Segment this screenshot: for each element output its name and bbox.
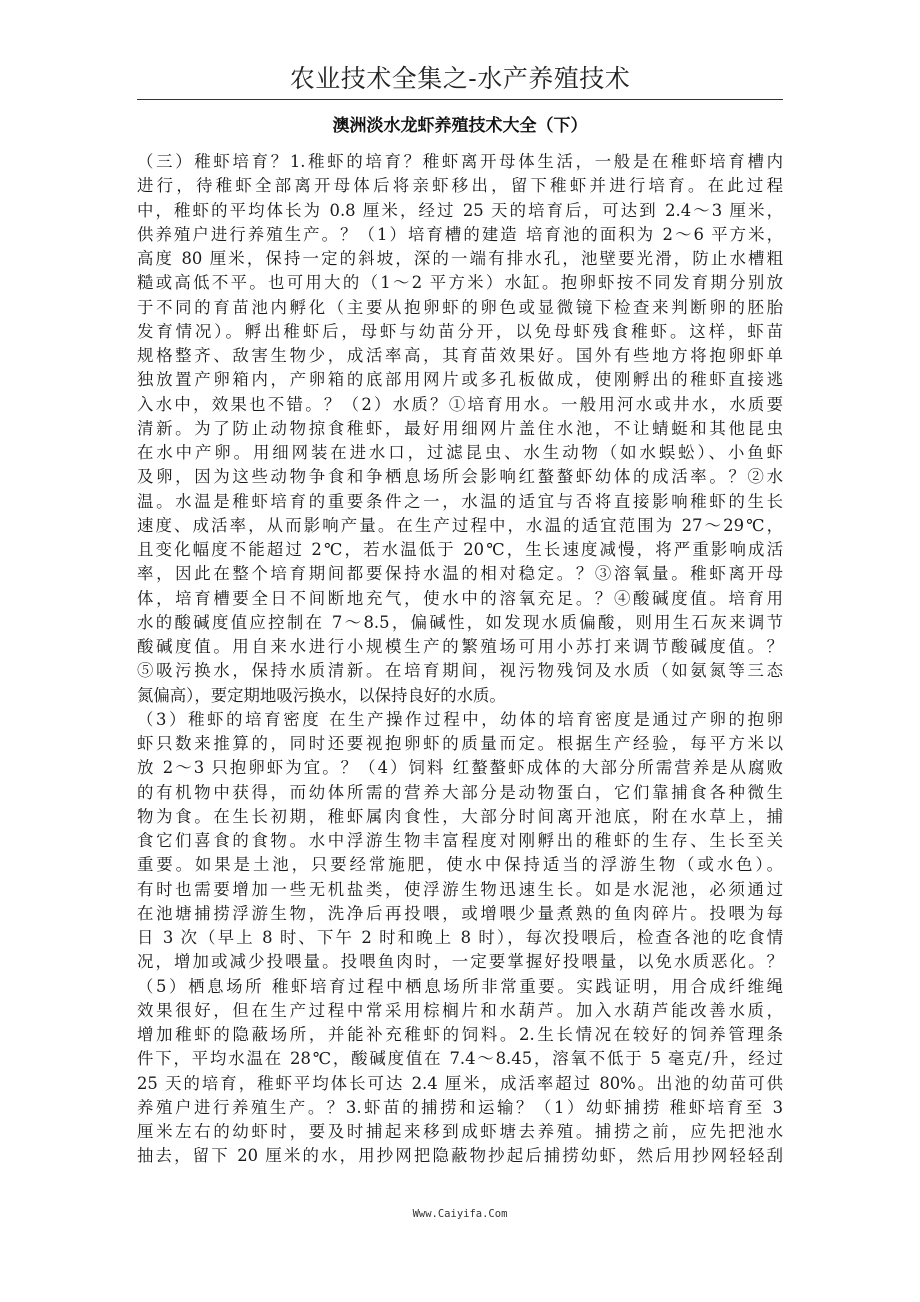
document-title: 澳洲淡水龙虾养殖技术大全（下） bbox=[332, 116, 588, 136]
body-line: 供养殖户进行养殖生产。？（1）培育槽的建造 培育池的面积为 2～6 平方米， bbox=[137, 224, 783, 244]
body-line: 独放置产卵箱内，产卵箱的底部用网片或多孔板做成，使刚孵出的稚虾直接逃 bbox=[137, 370, 783, 390]
body-line: （3）稚虾的培育密度 在生产操作过程中，幼体的培育密度是通过产卵的抱卵 bbox=[137, 709, 783, 729]
body-line: 厘米左右的幼虾时，要及时捕起来移到成虾塘去养殖。捕捞之前，应先把池水 bbox=[137, 1122, 783, 1141]
body-line: 体，培育槽要全日不间断地充气，使水中的溶氧充足。？④酸碱度值。培育用 bbox=[137, 588, 783, 608]
body-line: （5）栖息场所 稚虾培育过程中栖息场所非常重要。实践证明，用合成纤维绳 bbox=[137, 976, 783, 996]
page-header-title: 农业技术全集之-水产养殖技术 bbox=[289, 64, 631, 93]
body-line: ⑤吸污换水，保持水质清新。在培育期间，视污物残饲及水质（如氨氮等三态 bbox=[137, 661, 783, 681]
body-line: 有时也需要增加一些无机盐类，使浮游生物迅速生长。如是水泥池，必须通过 bbox=[137, 879, 783, 899]
body-line: 水的酸碱度值应控制在 7～8.5，偏碱性，如发现水质偏酸，则用生石灰来调节 bbox=[137, 612, 783, 632]
body-line: 增加稚虾的隐蔽场所，并能补充稚虾的饲料。2.生长情况在较好的饲养管理条 bbox=[137, 1025, 783, 1044]
body-line: 清新。为了防止动物掠食稚虾，最好用细网片盖住水池，不让蜻蜓和其他昆虫 bbox=[137, 418, 783, 438]
body-line: 温。水温是稚虾培育的重要条件之一，水温的适宜与否将直接影响稚虾的生长 bbox=[137, 491, 783, 511]
footer-site-link[interactable]: Www.Caiyifa.Com bbox=[412, 1208, 508, 1220]
body-line: 中，稚虾的平均体长为 0.8 厘米，经过 25 天的培育后，可达到 2.4～3 厘米， bbox=[137, 200, 783, 220]
body-line: 发育情况）。孵出稚虾后，母虾与幼苗分开，以免母虾残食稚虾。这样，虾苗 bbox=[137, 321, 783, 341]
body-line: 件下，平均水温在 28℃，酸碱度值在 7.4～8.45，溶氧不低于 5 毫克/升，经过 bbox=[137, 1049, 783, 1069]
body-line: 于不同的育苗池内孵化（主要从抱卵虾的卵色或显微镜下检查来判断卵的胚胎 bbox=[137, 297, 783, 317]
body-line: 食它们喜食的食物。水中浮游生物丰富程度对刚孵出的稚虾的生存、生长至关 bbox=[137, 831, 783, 850]
body-line: 及卵，因为这些动物争食和争栖息场所会影响红螯螯虾幼体的成活率。？②水 bbox=[137, 467, 783, 487]
body-line: 规格整齐、敌害生物少，成活率高，其育苗效果好。国外有些地方将抱卵虾单 bbox=[137, 346, 783, 365]
body-line: 在池塘捕捞浮游生物，洗净后再投喂，或增喂少量煮熟的鱼肉碎片。投喂为每 bbox=[137, 903, 783, 923]
body-line: 速度、成活率，从而影响产量。在生产过程中，水温的适宜范围为 27～29℃， bbox=[137, 515, 783, 535]
body-line: 进行，待稚虾全部离开母体后将亲虾移出，留下稚虾并进行培育。在此过程 bbox=[137, 176, 783, 196]
body-line: 的有机物中获得，而幼体所需的营养大部分是动物蛋白，它们靠捕食各种微生 bbox=[137, 782, 783, 802]
body-line: 率，因此在整个培育期间都要保持水温的相对稳定。？③溶氧量。稚虾离开母 bbox=[137, 564, 783, 584]
body-line: 养殖户进行养殖生产。？3.虾苗的捕捞和运输？（1）幼虾捕捞 稚虾培育至 3 bbox=[137, 1097, 783, 1117]
body-line: 高度 80 厘米，保持一定的斜坡，深的一端有排水孔，池壁要光滑，防止水槽粗 bbox=[137, 249, 783, 268]
body-line: 放 2～3 只抱卵虾为宜。？（4）饲料 红螯螯虾成体的大部分所需营养是从腐败 bbox=[137, 758, 783, 778]
body-line: 且变化幅度不能超过 2℃，若水温低于 20℃，生长速度减慢，将严重影响成活 bbox=[137, 540, 783, 559]
body-line: 日 3 次（早上 8 时、下午 2 时和晚上 8 时），每次投喂后，检查各池的吃食情 bbox=[137, 928, 783, 947]
body-line: 效果很好，但在生产过程中常采用棕榈片和水葫芦。加入水葫芦能改善水质， bbox=[137, 1000, 783, 1020]
body-line: 在水中产卵。用细网装在进水口，过滤昆虫、水生动物（如水蜈蚣）、小鱼虾 bbox=[137, 443, 783, 462]
body-line: 酸碱度值。用自来水进行小规模生产的繁殖场可用小苏打来调节酸碱度值。？ bbox=[137, 637, 783, 656]
body-line: 虾只数来推算的，同时还要视抱卵虾的质量而定。根据生产经验，每平方米以 bbox=[137, 734, 783, 753]
document-body bbox=[137, 150, 783, 1180]
body-line: （三）稚虾培育？1.稚虾的培育？稚虾离开母体生活，一般是在稚虾培育槽内 bbox=[137, 152, 783, 171]
body-line: 物为食。在生长初期，稚虾属肉食性，大部分时间离开池底，附在水草上，捕 bbox=[137, 806, 783, 826]
body-line: 况，增加或减少投喂量。投喂鱼肉时，一定要掌握好投喂量，以免水质恶化。？ bbox=[137, 952, 783, 972]
body-line: 氮偏高），要定期地吸污换水，以保持良好的水质。 bbox=[137, 685, 506, 705]
body-line: 重要。如果是土池，只要经常施肥，使水中保持适当的浮游生物（或水色）。 bbox=[137, 855, 783, 875]
body-line: 抽去，留下 20 厘米的水，用抄网把隐蔽物抄起后捕捞幼虾，然后用抄网轻轻刮 bbox=[137, 1146, 783, 1166]
body-line: 入水中，效果也不错。？（2）水质？①培育用水。一般用河水或井水，水质要 bbox=[137, 394, 783, 414]
body-line: 糙或高低不平。也可用大的（1～2 平方米）水缸。抱卵虾按不同发育期分别放 bbox=[137, 273, 783, 293]
body-line: 25 天的培育，稚虾平均体长可达 2.4 厘米，成活率超过 80%。出池的幼苗可供 bbox=[137, 1073, 783, 1093]
header-divider bbox=[137, 99, 783, 100]
